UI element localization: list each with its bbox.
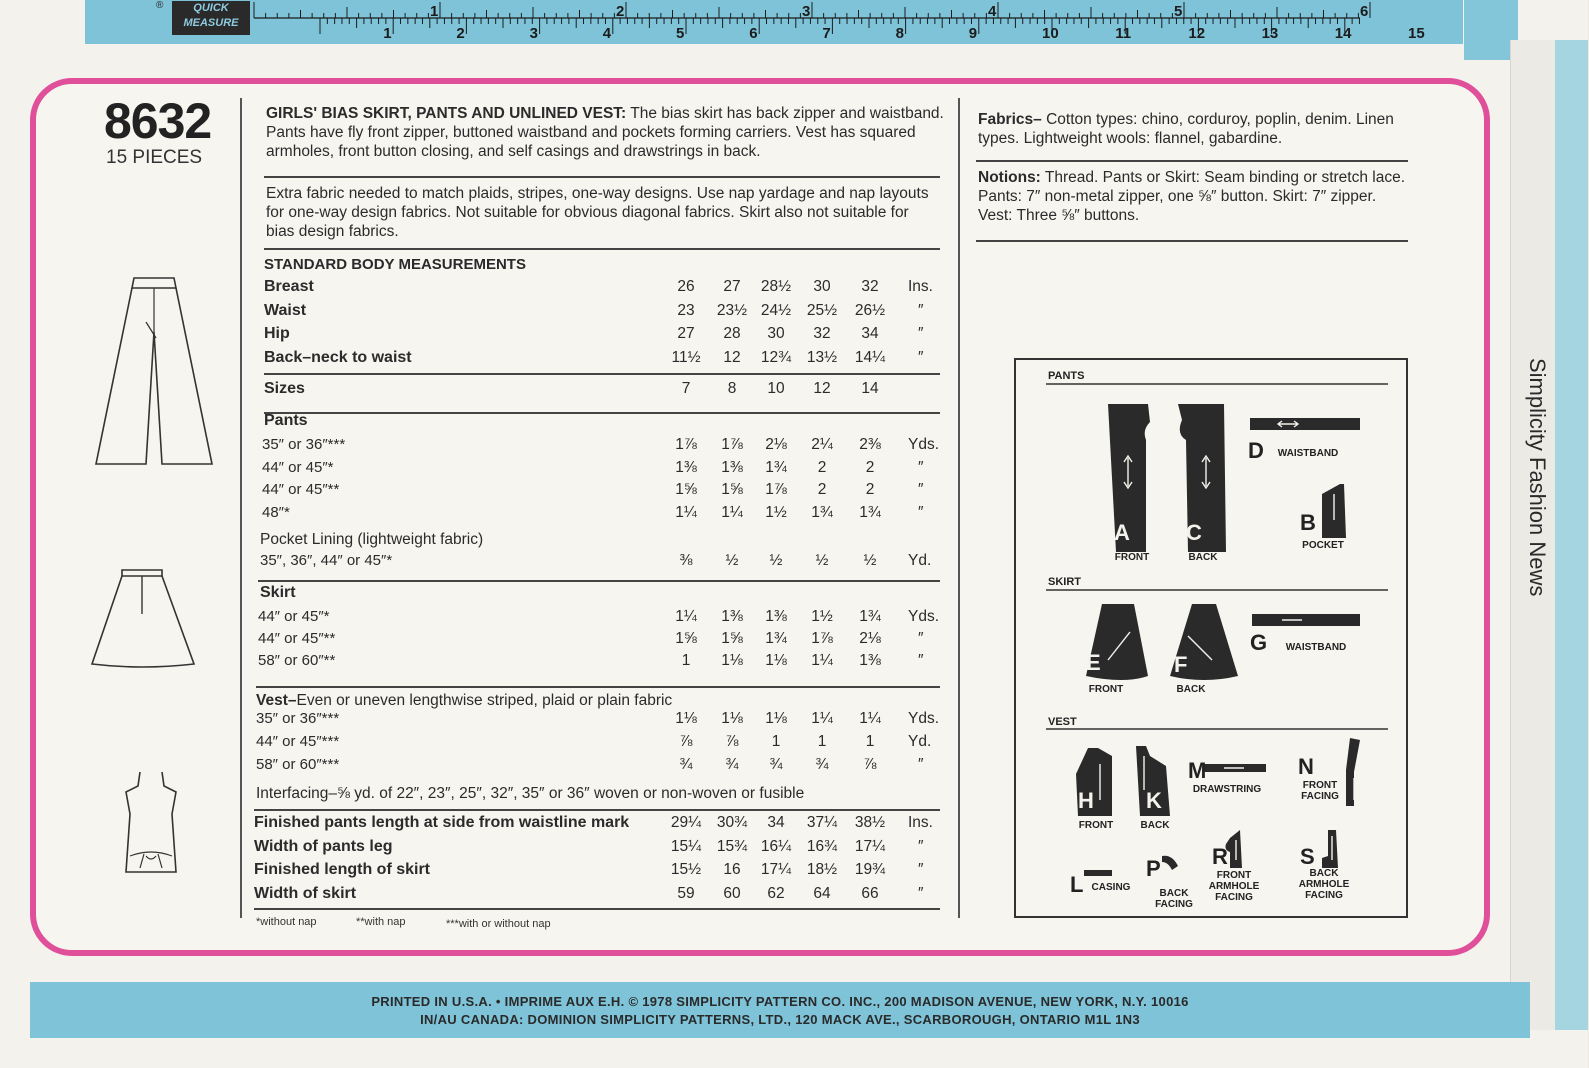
row-value: 1⅜ [859,652,881,669]
ruler-cm-label: 11 [1115,25,1132,42]
ruler-cm-label: 1 [383,25,392,42]
size-value: 10 [767,380,785,397]
piece-letter: G [1250,630,1268,655]
quick-label-line1: QUICK [193,2,229,14]
row-value: ½ [725,552,739,569]
row-value: ¾ [815,756,829,773]
row-label: Breast [264,278,314,295]
row-value: ¾ [769,756,783,773]
description [266,104,946,161]
row-value: 1¼ [859,710,881,727]
vest-heading [256,691,672,710]
interfacing-note: Interfacing–⅝ yd. of 22″, 23″, 25″, 32″, 35″ or 36″ woven or non-woven or fusible [256,785,805,802]
row-value: 1¾ [765,630,787,647]
ruler-cm-label: 3 [529,25,538,42]
row-value: 1 [771,733,781,750]
piece-name: FRONT [1078,820,1114,831]
table-row [0,861,924,883]
row-unit: Yd. [908,733,932,750]
ruler-inch-label: 1 [430,3,439,20]
row-unit: Yd. [908,552,932,569]
row-value: 1⅝ [675,481,697,498]
row-value: 24½ [760,301,792,319]
rule [254,809,940,811]
pattern-number: 8632 [104,93,212,149]
row-value: 14¼ [854,348,886,366]
row-label: 48″* [262,503,290,521]
row-value: 1 [681,652,691,669]
row-value: 1⅞ [721,436,743,453]
row-label: 58″ or 60″** [258,652,336,669]
row-value: 1¾ [859,503,881,521]
row-value: ⅞ [863,756,877,773]
row-value: 59 [677,884,695,902]
row-unit: Ins. [908,278,933,295]
pants-pieces-label: PANTS [1048,370,1085,382]
fabrics-label: Fabrics– [978,111,1042,128]
piece-name: BACK [1188,552,1218,563]
rule [976,160,1408,162]
row-value: 18½ [806,861,838,878]
ruler-inch-label: 3 [802,3,811,20]
row-unit: ″ [918,481,924,498]
row-value: 16 [723,861,741,878]
ruler-cm-label: 13 [1261,25,1279,42]
row-value: 23½ [716,301,748,319]
piece-letter: B [1300,510,1316,535]
row-label: 44″ or 45″*** [256,733,340,750]
piece-letter: P [1146,856,1161,881]
row-value: 16¾ [806,837,838,855]
notions-line1: Thread. Pants or Skirt: Seam binding or stretch lace. [1044,169,1406,186]
row-value: 37¼ [806,814,838,831]
ruler-inch-label: 2 [616,3,625,20]
fabrics-block [978,110,1418,148]
row-value: 30 [767,325,785,342]
rule [254,908,940,910]
piece-letter: F [1174,652,1188,677]
table-row [0,733,932,755]
row-value: ¾ [725,756,739,773]
row-value: 1⅛ [675,710,697,727]
piece-letter: R [1212,844,1228,869]
row-value: 1¾ [859,608,881,625]
row-value: 1⅛ [765,710,787,727]
row-unit: ″ [918,301,924,319]
row-value: 1 [865,733,875,750]
row-value: 2 [865,458,875,476]
row-value: 27 [677,325,695,342]
table-row [0,814,933,836]
description-title: GIRLS' BIAS SKIRT, PANTS AND UNLINED VEST: [266,105,627,122]
rule [264,176,940,178]
row-value: 30 [813,278,831,295]
row-value: 1⅝ [675,630,697,647]
row-value: 32 [861,278,879,295]
table-row [0,710,940,732]
row-label: 35″ or 36″*** [256,710,340,727]
piece-letter: E [1086,650,1101,675]
flap-blue-edge [1555,40,1588,1030]
row-value: 15¾ [716,837,748,855]
measurements-heading: STANDARD BODY MEASUREMENTS [264,256,526,273]
size-value: 12 [813,380,831,397]
row-value: ⅞ [679,733,693,750]
piece-name: BACK [1176,684,1206,695]
row-value: 2⅛ [859,630,881,647]
piece-name: BACK FACING [1155,888,1193,910]
row-value: ½ [769,552,783,569]
row-label: 44″ or 45″** [262,481,340,498]
row-value: 2 [865,481,875,498]
footnote-without-nap: *without nap [256,916,317,928]
piece-name: BACK [1140,820,1170,831]
row-value: 28½ [760,278,792,295]
ruler-inch-label: 6 [1360,3,1369,20]
footer-line1: PRINTED IN U.S.A. • IMPRIME AUX E.H. © 1978 SIMPLICITY PATTERN CO. INC., 200 MADISON AVENUE, NEW YORK, N.Y. 10016 [371,994,1189,1009]
description-line3: armholes, front button closing, and self casings and drawstrings in back. [266,143,761,160]
piece-letter: H [1078,788,1094,813]
row-label: Width of skirt [254,884,357,902]
notions-label: Notions: [978,169,1041,186]
footer-line2: IN/AU CANADA: DOMINION SIMPLICITY PATTERNS, LTD., 120 MACK AVE., SCARBOROUGH, ONTARIO M1L 1N3 [420,1012,1140,1027]
vest-heading-label: Vest– [256,692,297,709]
row-label: 58″ or 60″*** [256,756,340,773]
row-label: 44″ or 45″** [258,630,336,647]
ruler-cm-label: 4 [602,25,612,42]
piece-name: WAISTBAND [1277,448,1339,459]
middle-divider [958,98,960,918]
ruler-cm-label: 6 [749,25,758,42]
row-value: 34 [861,325,879,342]
ruler-inch-label: 5 [1174,3,1183,20]
piece-name: POCKET [1302,540,1344,551]
piece-letter: K [1146,788,1162,813]
piece-letter: C [1186,520,1202,545]
vest-sketch [116,768,186,880]
row-unit: ″ [918,837,924,855]
row-value: 1¼ [675,503,697,521]
row-unit: ″ [918,348,924,366]
row-value: 1½ [765,503,787,521]
quick-label-line2: MEASURE [183,17,239,29]
row-value: ⅜ [679,552,693,569]
row-value: 30¾ [716,814,748,831]
description-line1: The bias skirt has back zipper and waistband. [630,105,944,122]
ruler-cm-label: 10 [1042,25,1059,42]
row-value: 26 [677,278,695,295]
bottom-band [30,982,1530,1038]
row-value: 1⅜ [765,608,787,625]
row-value: 66 [861,884,879,902]
row-value: 1⅛ [721,710,743,727]
row-label: 35″ or 36″*** [262,436,346,453]
row-value: 1¾ [811,503,833,521]
row-value: 1⅜ [721,458,743,476]
piece-name: WAISTBAND [1285,642,1347,653]
table-row [0,503,924,526]
ruler-cm-label: 5 [676,25,685,42]
size-value: 7 [681,380,691,397]
row-value: 25½ [806,301,838,319]
piece-letter: A [1114,520,1130,545]
extra-fabric-note [266,184,946,241]
row-value: 1¼ [811,652,833,669]
piece-name: FRONT [1114,552,1150,563]
piece-name: FRONT FACING [1301,780,1339,802]
extra-line1: Extra fabric needed to match plaids, stripes, one-way designs. Use nap yardage and nap layouts [266,185,929,202]
piece-name: DRAWSTRING [1192,784,1262,795]
row-label: 44″ or 45″* [262,458,334,476]
ruler-cm-label: 8 [895,25,904,42]
footnote-with-or-without-nap: ***with or without nap [446,918,551,930]
row-value: 23 [677,301,695,319]
row-value: 13½ [806,348,838,366]
row-value: 2 [817,481,827,498]
ruler-cm-label: 15 [1408,25,1425,42]
size-value: 8 [727,380,737,397]
row-value: 1¼ [675,608,697,625]
pocket-lining-label: Pocket Lining (lightweight fabric) [260,531,484,548]
rule [264,373,940,375]
row-unit: ″ [918,325,924,342]
ruler-cm-label: 7 [822,25,831,42]
row-value: 2⅜ [859,436,881,453]
quick-measure-ruler [170,0,1425,42]
row-value: 1⅞ [675,436,697,453]
row-value: 11½ [671,348,701,366]
row-label: Waist [264,301,307,319]
row-value: 1½ [811,608,833,625]
row-value: 1⅛ [765,652,787,669]
side-brand-text: Simplicity Fashion News [1525,358,1550,597]
row-value: 2⅛ [765,436,787,453]
notions-line3: Vest: Three ⅝″ buttons. [978,207,1140,224]
row-value: 38½ [854,814,886,831]
description-line2: Pants have fly front zipper, buttoned waistband and pockets forming carriers. Vest has squared [266,124,916,141]
piece-name: FRONT ARMHOLE FACING [1208,870,1260,903]
pants-heading: Pants [264,412,308,429]
pieces-count: 15 PIECES [106,147,203,168]
footnote-with-nap: **with nap [356,916,406,928]
row-value: 1⅞ [765,481,787,498]
ruler-cm-label: 12 [1188,25,1206,42]
row-unit: ″ [918,756,924,773]
row-unit: Yds. [908,436,940,453]
row-value: 1⅛ [721,652,743,669]
row-unit: ″ [918,861,924,878]
row-label: Finished pants length at side from waistline mark [254,814,630,831]
ruler-cm-label: 14 [1334,25,1352,42]
row-value: 2 [817,458,827,476]
registered-mark: ® [156,0,164,11]
piece-letter: N [1298,754,1314,779]
row-value: 1⅞ [811,630,833,647]
row-value: 29¼ [670,814,702,831]
table-row [0,884,924,907]
row-value: 28 [723,325,741,342]
piece-name: CASING [1091,882,1131,893]
extra-line3: bias design fabrics. [266,223,399,240]
row-value: 1⅜ [721,608,743,625]
sizes-label: Sizes [264,380,305,397]
size-value: 14 [861,380,879,397]
row-label: Hip [264,325,290,342]
piece-letter: D [1248,438,1264,463]
row-value: 64 [813,884,831,902]
row-unit: Ins. [908,814,933,831]
row-value: 26½ [854,301,886,319]
row-value: 62 [767,884,785,902]
row-value: 1¾ [765,458,787,476]
ruler-cm-label: 2 [456,25,465,42]
pattern-pieces-shapes [1016,360,1406,916]
row-unit: ″ [918,652,924,669]
vest-heading-rest: Even or uneven lengthwise striped, plaid or plain fabric [296,692,673,709]
piece-letter: L [1070,872,1084,897]
row-value: ½ [815,552,829,569]
rule [264,248,940,250]
row-unit: ″ [918,458,924,476]
row-value: 16¼ [760,837,792,855]
row-value: 32 [813,325,831,342]
fabrics-line2: types. Lightweight wools: flannel, gabardine. [978,130,1283,147]
table-row [0,837,924,860]
row-value: 1⅝ [721,481,743,498]
table-row [0,756,924,778]
row-unit: ″ [918,884,924,902]
row-unit: ″ [918,503,924,521]
rule [976,240,1408,242]
row-value: ¾ [679,756,693,773]
row-value: 1⅝ [721,630,743,647]
table-row [0,481,924,503]
row-value: 60 [723,884,741,902]
row-value: 17¼ [760,861,792,878]
row-value: 1¼ [721,503,743,521]
piece-letter: M [1188,758,1207,783]
piece-letter: S [1300,844,1315,869]
rule [258,580,940,582]
pattern-pieces-diagram [1014,358,1408,918]
row-value: 19¾ [854,861,886,878]
row-value: 2¼ [811,436,833,453]
row-value: 17¼ [854,837,886,855]
notions-block [978,168,1418,225]
piece-name: BACK ARMHOLE FACING [1298,868,1350,901]
skirt-pieces-label: SKIRT [1048,576,1081,588]
rule [264,412,940,414]
row-unit: ″ [918,630,924,647]
row-label: 35″, 36″, 44″ or 45″* [260,552,393,569]
row-label: Back–neck to waist [264,348,412,366]
row-value: 27 [723,278,741,295]
extra-line2: for one-way design fabrics. Not suitable for obvious diagonal fabrics. Skirt also not suitable for [266,204,909,221]
skirt-sketch [88,566,200,674]
vest-pieces-label: VEST [1048,716,1077,728]
row-label: 44″ or 45″* [258,608,330,625]
row-label: Width of pants leg [254,837,393,855]
row-value: 1¼ [811,710,833,727]
row-value: 12 [723,348,741,366]
ruler-cm-label: 9 [968,25,978,42]
notions-line2: Pants: 7″ non-metal zipper, one ⅝″ button. Skirt: 7″ zipper. [978,188,1377,205]
row-value: 1⅜ [675,458,697,476]
ruler-inch-label: 4 [988,3,997,20]
rule [256,686,940,688]
row-value: 34 [767,814,785,831]
skirt-heading: Skirt [260,584,296,601]
row-unit: Yds. [908,608,940,625]
row-unit: Yds. [908,710,940,727]
quick-measure-label [172,1,250,35]
piece-name: FRONT [1088,684,1124,695]
row-value: ⅞ [725,733,739,750]
row-value: 12¾ [760,348,792,366]
row-value: 15¼ [670,837,702,855]
fabrics-line1: Cotton types: chino, corduroy, poplin, denim. Linen [1046,111,1394,128]
row-value: 15½ [670,861,702,878]
pants-sketch [90,272,218,472]
row-value: ½ [863,552,877,569]
row-value: 1 [817,733,827,750]
row-label: Finished length of skirt [254,861,431,878]
